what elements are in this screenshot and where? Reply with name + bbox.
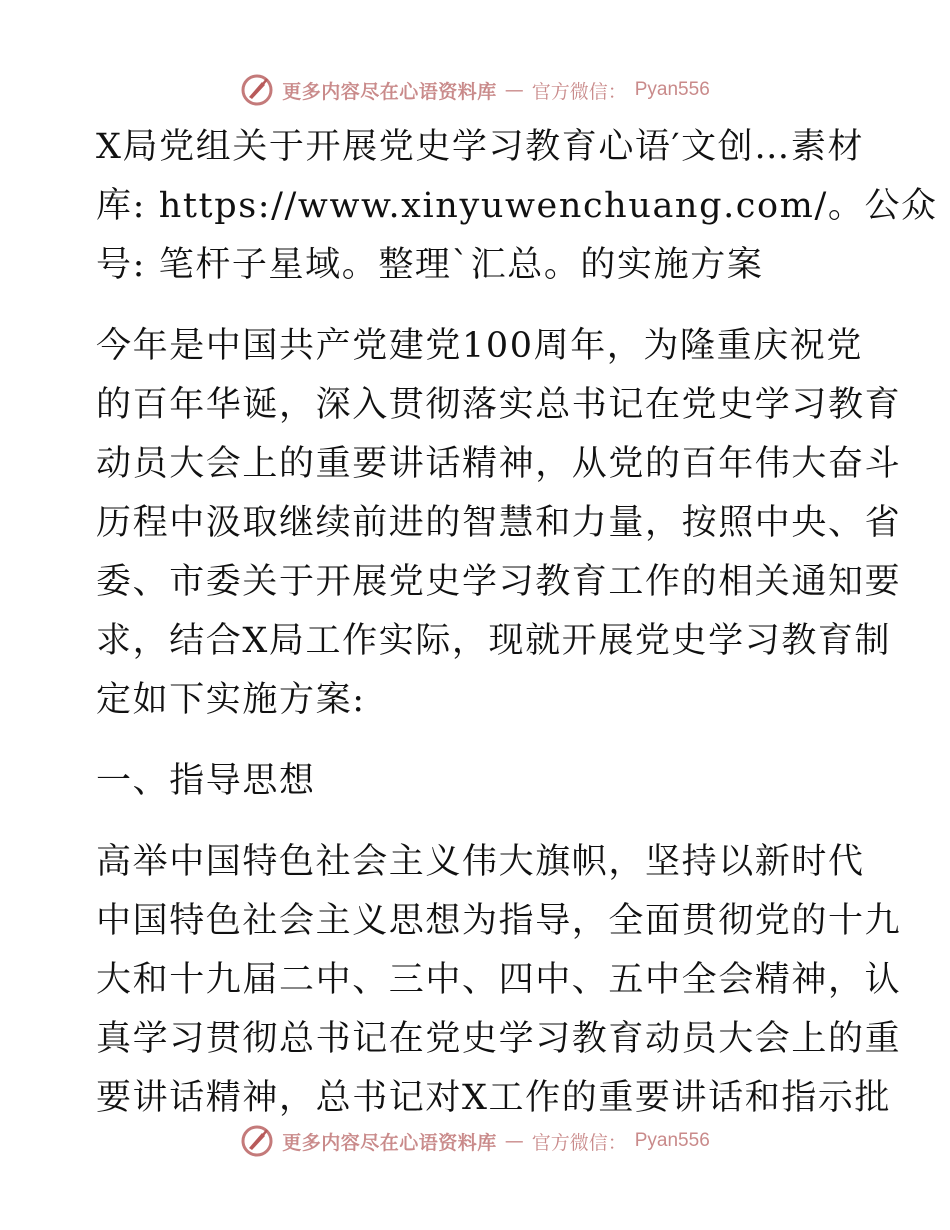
quill-in-circle-icon (240, 1124, 274, 1158)
section-heading: 一、指导思想 (96, 761, 316, 801)
section-paragraph (96, 833, 902, 1128)
title-line: 号: 笔杆子星域。整理`汇总。的实施方案 (96, 245, 764, 285)
title-line: 库: https://www.xinyuwenchuang.com/。公众 (96, 186, 938, 226)
header-watermark (0, 70, 950, 110)
paragraph-line: 今年是中国共产党建党100周年，为隆重庆祝党 (96, 326, 864, 366)
paragraph-line: 大和十九届二中、三中、四中、五中全会精神，认 (96, 960, 902, 1000)
watermark-separator: — (504, 79, 524, 101)
footer-watermark (0, 1121, 950, 1161)
paragraph-line: 动员大会上的重要讲话精神，从党的百年伟大奋斗 (96, 444, 902, 484)
paragraph-line: 历程中汲取继续前进的智慧和力量，按照中央、省 (96, 503, 902, 543)
paragraph-line: 委、市委关于开展党史学习教育工作的相关通知要 (96, 562, 902, 602)
watermark-brand: 更多内容尽在心语资料库 (282, 1131, 497, 1154)
intro-paragraph (96, 317, 902, 730)
watermark-wechat-label: 官方微信： (531, 1131, 627, 1154)
watermark-brand: 更多内容尽在心语资料库 (282, 80, 497, 103)
paragraph-line: 高举中国特色社会主义伟大旗帜，坚持以新时代 (96, 842, 865, 882)
title-line: X局党组关于开展党史学习教育心语′文创…素材 (96, 127, 865, 167)
paragraph-line: 定如下实施方案: (96, 680, 366, 720)
paragraph-line: 的百年华诞，深入贯彻落实总书记在党史学习教育 (96, 385, 902, 425)
watermark-account: Pyan556 (634, 79, 710, 100)
quill-in-circle-icon (240, 73, 274, 107)
paragraph-line: 真学习贯彻总书记在党史学习教育动员大会上的重 (96, 1019, 902, 1059)
document-title (96, 118, 938, 295)
watermark-account: Pyan556 (634, 1130, 710, 1151)
watermark-separator: — (504, 1130, 524, 1152)
watermark-wechat-label: 官方微信： (531, 80, 627, 103)
paragraph-line: 求，结合X局工作实际，现就开展党史学习教育制 (96, 621, 892, 661)
document-body (96, 118, 938, 1128)
paragraph-line: 中国特色社会主义思想为指导，全面贯彻党的十九 (96, 901, 902, 941)
paragraph-line: 要讲话精神，总书记对X工作的重要讲话和指示批 (96, 1078, 892, 1118)
